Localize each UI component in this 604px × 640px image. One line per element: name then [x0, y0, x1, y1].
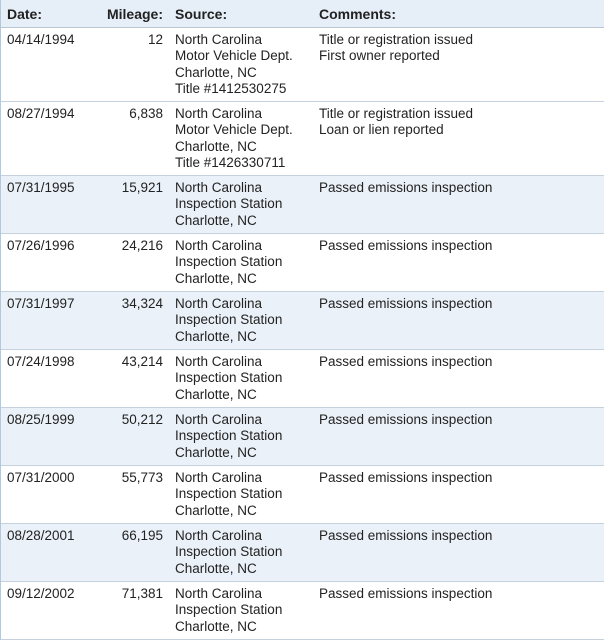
source-line: Charlotte, NC [175, 386, 257, 402]
date-cell: 09/12/2002 [7, 586, 75, 601]
source-line: Inspection Station [175, 196, 283, 212]
comment-line: First owner reported [319, 48, 440, 64]
source-line: North Carolina [175, 586, 263, 601]
table-body [1, 28, 604, 640]
source-line: Charlotte, NC [175, 270, 257, 286]
source-line: Charlotte, NC [175, 212, 257, 228]
table-row [1, 408, 604, 466]
source-cell [163, 470, 307, 523]
comments-cell [307, 32, 604, 101]
source-cell [163, 106, 307, 175]
source-line: North Carolina [175, 528, 263, 543]
source-cell [163, 296, 307, 349]
source-line: Charlotte, NC [175, 618, 257, 634]
mileage-cell: 66,195 [121, 528, 163, 543]
source-cell [163, 528, 307, 581]
comments-cell [307, 586, 604, 639]
source-cell [163, 412, 307, 465]
table-row [1, 524, 604, 582]
source-line: North Carolina [175, 106, 263, 121]
source-line: Charlotte, NC [175, 64, 257, 80]
table-row [1, 582, 604, 640]
table-row [1, 292, 604, 350]
source-line: Motor Vehicle Dept. [175, 122, 293, 138]
comments-cell [307, 106, 604, 175]
comments-cell [307, 180, 604, 233]
source-line: Inspection Station [175, 486, 283, 502]
table-row [1, 350, 604, 408]
mileage-cell: 71,381 [121, 586, 163, 601]
comment-line: Passed emissions inspection [319, 238, 493, 253]
source-cell [163, 180, 307, 233]
source-line: North Carolina [175, 412, 263, 427]
comment-line: Passed emissions inspection [319, 528, 493, 543]
source-line: Inspection Station [175, 428, 283, 444]
header-date: Date: [7, 5, 43, 22]
comment-line: Passed emissions inspection [319, 412, 493, 427]
source-line: North Carolina [175, 238, 263, 253]
source-line: Charlotte, NC [175, 502, 257, 518]
mileage-cell: 12 [147, 32, 163, 47]
mileage-cell: 55,773 [121, 470, 163, 485]
mileage-cell: 24,216 [121, 238, 163, 253]
source-cell [163, 354, 307, 407]
date-cell: 07/31/1997 [7, 296, 75, 311]
source-line: North Carolina [175, 32, 263, 47]
comments-cell [307, 296, 604, 349]
source-line: Inspection Station [175, 312, 283, 328]
date-cell: 04/14/1994 [7, 32, 75, 47]
date-cell: 07/26/1996 [7, 238, 75, 253]
source-cell [163, 238, 307, 291]
source-line: North Carolina [175, 296, 263, 311]
source-line: Charlotte, NC [175, 328, 257, 344]
table-row [1, 466, 604, 524]
source-line: Inspection Station [175, 254, 283, 270]
source-line: Inspection Station [175, 370, 283, 386]
source-line: Charlotte, NC [175, 444, 257, 460]
date-cell: 08/25/1999 [7, 412, 75, 427]
comment-line: Passed emissions inspection [319, 296, 493, 311]
source-line: Inspection Station [175, 544, 283, 560]
comments-cell [307, 412, 604, 465]
comments-cell [307, 238, 604, 291]
table-header [1, 0, 604, 28]
comment-line: Passed emissions inspection [319, 470, 493, 485]
mileage-cell: 43,214 [121, 354, 163, 369]
source-line: North Carolina [175, 354, 263, 369]
mileage-cell: 6,838 [129, 106, 163, 121]
comment-line: Passed emissions inspection [319, 180, 493, 195]
comment-line: Passed emissions inspection [319, 354, 493, 369]
comment-line: Title or registration issued [319, 32, 474, 47]
table-row [1, 102, 604, 176]
comments-cell [307, 354, 604, 407]
date-cell: 08/27/1994 [7, 106, 75, 121]
header-comments: Comments: [319, 5, 397, 22]
date-cell: 07/31/2000 [7, 470, 75, 485]
source-line: Charlotte, NC [175, 138, 257, 154]
comments-cell [307, 470, 604, 523]
comment-line: Passed emissions inspection [319, 586, 493, 601]
mileage-cell: 34,324 [121, 296, 163, 311]
comment-line: Loan or lien reported [319, 122, 444, 138]
source-line: Title #1426330711 [175, 154, 286, 170]
source-line: Title #1412530275 [175, 80, 287, 96]
mileage-cell: 15,921 [121, 180, 163, 195]
mileage-cell: 50,212 [121, 412, 163, 427]
source-line: Inspection Station [175, 602, 283, 618]
source-line: Motor Vehicle Dept. [175, 48, 293, 64]
source-line: North Carolina [175, 470, 263, 485]
source-cell [163, 586, 307, 639]
source-line: North Carolina [175, 180, 263, 195]
source-line: Charlotte, NC [175, 560, 257, 576]
table-row [1, 176, 604, 234]
header-source: Source: [175, 5, 228, 22]
source-cell [163, 32, 307, 101]
date-cell: 07/31/1995 [7, 180, 75, 195]
table-row [1, 234, 604, 292]
date-cell: 08/28/2001 [7, 528, 75, 543]
comment-line: Title or registration issued [319, 106, 474, 121]
header-mileage: Mileage: [106, 5, 163, 22]
date-cell: 07/24/1998 [7, 354, 75, 369]
comments-cell [307, 528, 604, 581]
table-row [1, 28, 604, 102]
